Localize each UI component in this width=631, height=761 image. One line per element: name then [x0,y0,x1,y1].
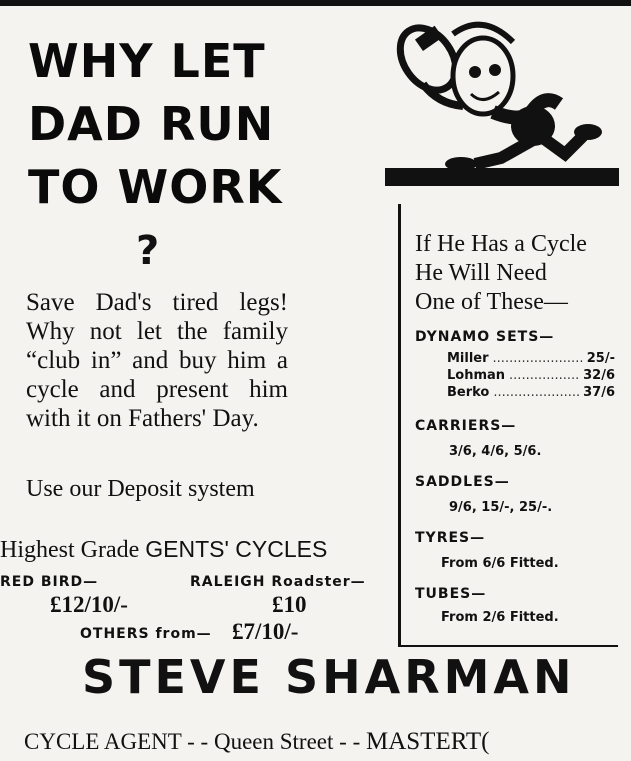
panel-intro-line-3: One of These— [415,289,568,315]
footer-address [24,728,489,756]
leader-dots [493,351,583,366]
dynamo-item-price: 37/6 [583,385,615,400]
others-price: £7/10/- [232,619,299,644]
panel-intro-line-1: If He Has a Cycle [415,231,587,257]
gents-emphasis: GENTS' CYCLES [145,536,328,562]
others-label: OTHERS from— [80,626,212,642]
tyres-label: TYRES— [415,530,486,546]
footer-role: CYCLE AGENT [24,729,182,754]
dynamo-item [447,368,615,383]
headline-line-3: TO WORK [28,160,283,214]
red-bird-price: £12/10/- [50,592,128,617]
dynamo-item-name: Berko [447,385,490,400]
dynamo-item-name: Miller [447,351,489,366]
gents-cycles-heading [0,536,327,564]
dynamo-item [447,385,615,400]
raleigh-label: RALEIGH Roadster— [190,574,366,590]
deposit-note: Use our Deposit system [26,476,255,502]
panel-intro [415,230,587,317]
dynamo-item-name: Lohman [447,368,506,383]
dynamo-item-price: 32/6 [583,368,615,383]
carriers-prices: 3/6, 4/6, 5/6. [449,444,542,459]
dynamo-sets-label: DYNAMO SETS— [415,329,555,345]
accessories-panel [398,204,618,647]
tubes-prices: From 2/6 Fitted. [441,610,559,625]
footer-separator: - - [339,729,361,754]
headline-line-1: WHY LET [28,34,266,88]
question-mark: ? [136,228,160,274]
body-copy: Save Dad's tired legs! Why not let the family “club in” and buy him a cycle and present him with it on Fathers' Day. [26,289,288,432]
headline-line-2: DAD RUN [28,97,275,151]
dynamo-item-price: 25/- [586,351,615,366]
footer-street: Queen Street [213,729,334,754]
raleigh-price: £10 [272,592,307,617]
top-rule [0,0,631,6]
running-cartoon-man-icon [383,14,619,192]
leader-dots [493,385,579,400]
panel-intro-line-2: He Will Need [415,260,547,286]
tyres-prices: From 6/6 Fitted. [441,556,559,571]
red-bird-label: RED BIRD— [0,574,99,590]
headline [28,30,298,219]
leader-dots [509,368,579,383]
gents-prefix: Highest Grade [0,537,140,563]
saddles-prices: 9/6, 15/-, 25/-. [449,500,553,515]
footer-town: MASTERT( [365,728,490,755]
carriers-label: CARRIERS— [415,418,517,434]
saddles-label: SADDLES— [415,474,510,490]
footer-separator: - - [187,729,209,754]
business-name: STEVE SHARMAN [82,650,576,704]
tubes-label: TUBES— [415,586,487,602]
dynamo-item [447,351,615,366]
